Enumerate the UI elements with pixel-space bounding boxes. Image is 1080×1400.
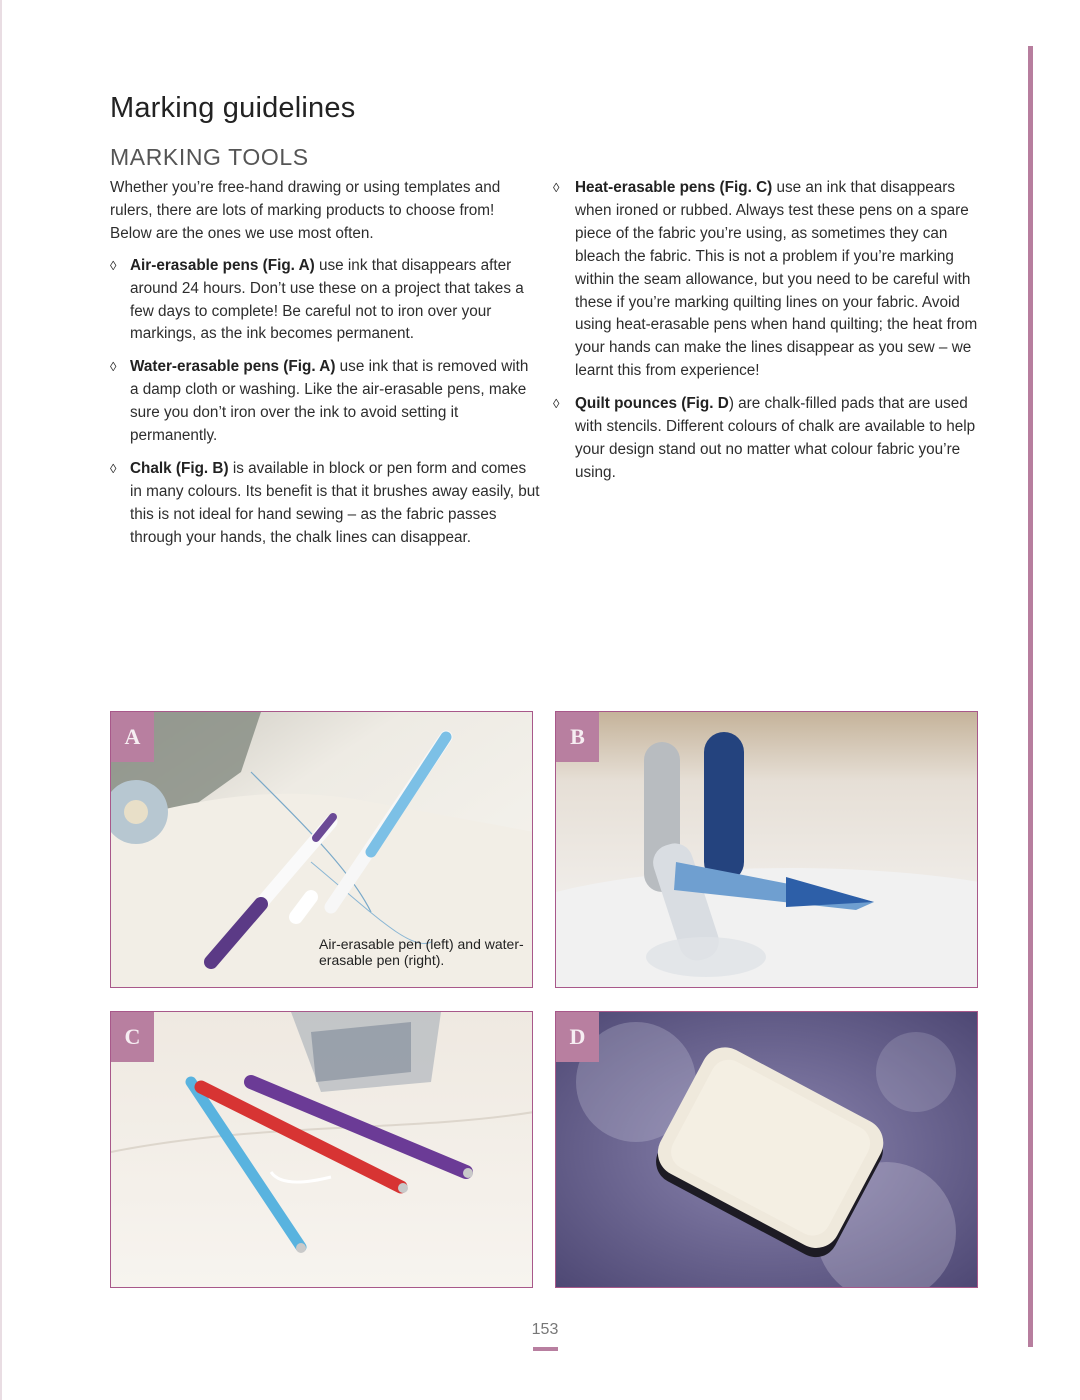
bullet-water-erasable bbox=[110, 356, 540, 448]
bullet-term: Chalk (Fig. B) bbox=[130, 459, 229, 477]
bullet-quilt-pounces bbox=[553, 393, 983, 485]
diamond-bullet-icon: ◊ bbox=[110, 359, 117, 375]
section-heading: MARKING TOOLS bbox=[110, 144, 309, 170]
figure-label-d: D bbox=[556, 1012, 599, 1062]
figure-b-photo bbox=[555, 711, 978, 988]
heat-erasable-pens-illustration bbox=[111, 1012, 533, 1288]
figure-label-a: A bbox=[111, 712, 154, 762]
bullet-text: use ink that disappears after around 24 hours. Don’t use these on a project that takes a few days to complete! Be careful not to iron over your markings, as the ink becomes permanent. bbox=[130, 256, 524, 343]
figure-c-photo bbox=[110, 1011, 533, 1288]
diamond-bullet-icon: ◊ bbox=[553, 396, 560, 412]
figure-label-c: C bbox=[111, 1012, 154, 1062]
bullet-term: Water-erasable pens (Fig. A) bbox=[130, 358, 336, 376]
figure-a-caption: Air-erasable pen (left) and water-erasable pen (right). bbox=[319, 936, 524, 968]
bullet-text: ) are chalk-filled pads that are used with stencils. Different colours of chalk are available to help your design stand out no matter what colour fabric you’re using. bbox=[575, 395, 976, 481]
quilt-pounce-illustration bbox=[556, 1012, 978, 1288]
bullet-text: is available in block or pen form and comes in many colours. Its benefit is that it brushes away easily, but this is not ideal for hand sewing – as the fabric passes through your hands, the chalk lines can disappear. bbox=[130, 459, 540, 546]
bullet-chalk bbox=[110, 458, 540, 550]
diamond-bullet-icon: ◊ bbox=[110, 257, 117, 273]
bullet-term: Air-erasable pens (Fig. A) bbox=[130, 256, 315, 274]
bullet-air-erasable bbox=[110, 255, 540, 347]
diamond-bullet-icon: ◊ bbox=[553, 180, 560, 195]
bullet-text: use ink that is removed with a damp cloth or washing. Like the air-erasable pens, make sure you don’t iron over the ink to avoid setting it permanently. bbox=[130, 358, 529, 445]
bullet-term: Quilt pounces (Fig. D bbox=[575, 395, 729, 413]
chapter-side-bar bbox=[1028, 46, 1033, 1347]
intro-paragraph: Whether you’re free-hand drawing or using templates and rulers, there are lots of marking products to choose from! Below are the ones we use most often. bbox=[110, 179, 501, 242]
bullet-term: Heat-erasable pens (Fig. C) bbox=[575, 179, 773, 196]
figure-a-photo bbox=[110, 711, 533, 988]
page-title: Marking guidelines bbox=[110, 92, 356, 124]
diamond-bullet-icon: ◊ bbox=[110, 460, 117, 476]
page-number: 153 bbox=[531, 1321, 559, 1338]
page-number-underline bbox=[533, 1347, 558, 1351]
figure-d-photo bbox=[555, 1011, 978, 1288]
right-column bbox=[553, 177, 983, 495]
bullet-text: use an ink that disappears when ironed or rubbed. Always test these pens on a spare piece of the fabric you’re using, as sometimes they can bleach the fabric. This is not a problem if you’re marking within the seam allowance, but you need to be careful with these if you’re marking quilting lines on your fabric. Avoid using heat-erasable pens when hand quilting; the heat from your hands can make the lines disappear as you sew – we learnt this from experience! bbox=[575, 179, 978, 380]
left-column bbox=[110, 177, 540, 560]
page-edge-rule bbox=[0, 0, 2, 1400]
figure-label-b: B bbox=[556, 712, 599, 762]
bullet-heat-erasable bbox=[553, 177, 983, 383]
chalk-pens-illustration bbox=[556, 712, 978, 988]
